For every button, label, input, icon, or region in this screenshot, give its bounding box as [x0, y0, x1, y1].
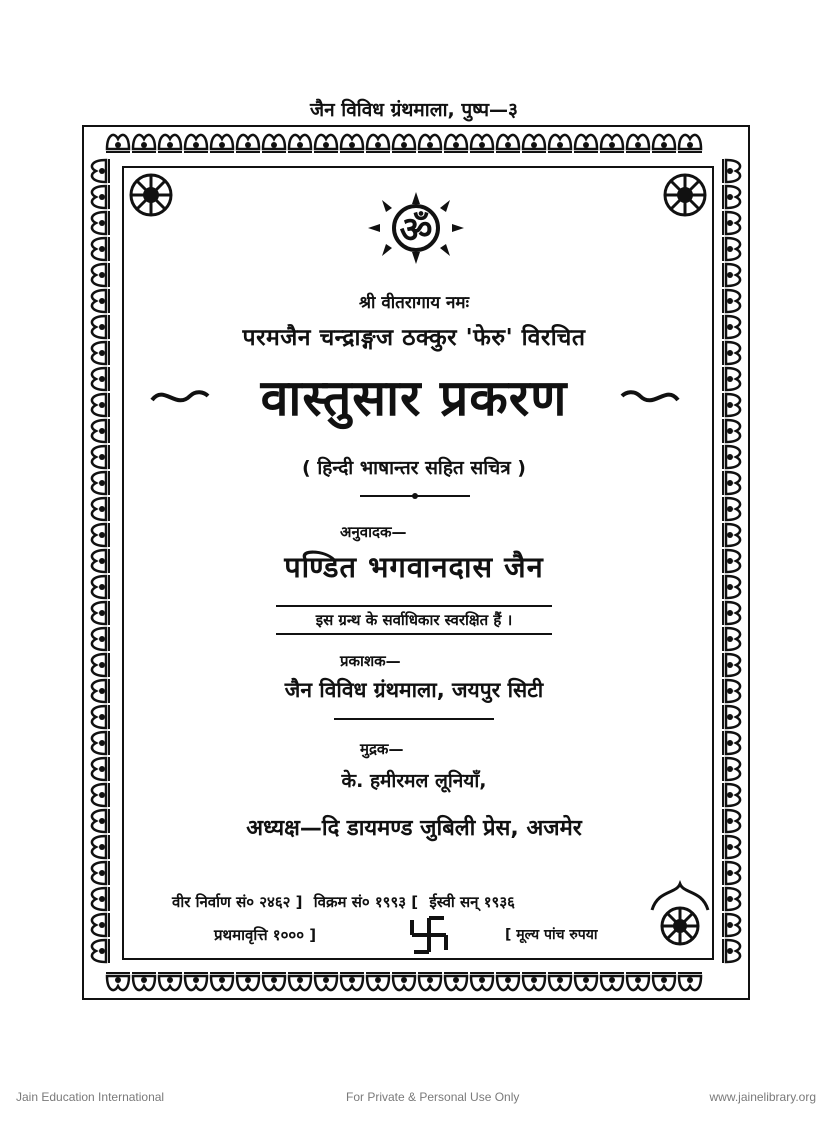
border-motif [92, 185, 109, 209]
border-motif [92, 497, 109, 521]
border-motif [723, 185, 740, 209]
border-motif [236, 135, 260, 152]
border-motif [92, 627, 109, 651]
border-motif [92, 913, 109, 937]
footer-link[interactable]: www.jainelibrary.org [709, 1090, 816, 1104]
edition-info: प्रथमावृत्ति १००० ] [214, 926, 317, 944]
printer-press: अध्यक्ष—दि डायमण्ड जुबिली प्रेस, अजमेर [246, 816, 582, 841]
border-motif [92, 887, 109, 911]
border-motif [522, 973, 546, 990]
border-motif [92, 211, 109, 235]
vir-nirvan-date: वीर निर्वाण सं० २४६२ ] [172, 893, 303, 911]
border-motif [548, 973, 572, 990]
border-motif [723, 523, 740, 547]
decorative-rule [360, 491, 470, 501]
border-motif [158, 135, 182, 152]
border-motif [444, 135, 468, 152]
border-motif [522, 135, 546, 152]
printer-label: मुद्रक— [360, 740, 404, 758]
border-motif [723, 237, 740, 261]
border-motif [723, 497, 740, 521]
translator-label: अनुवादक— [340, 523, 407, 541]
corner-rosette-top-left [126, 170, 176, 220]
border-motif [723, 705, 740, 729]
border-motif [723, 913, 740, 937]
border-motif [184, 135, 208, 152]
border-motif [600, 135, 624, 152]
dates-row [172, 892, 672, 912]
border-motif [723, 861, 740, 885]
border-motif [288, 135, 312, 152]
border-motif [92, 861, 109, 885]
border-motif [723, 939, 740, 963]
border-motif [210, 135, 234, 152]
border-motif [340, 135, 364, 152]
border-motif [106, 973, 130, 990]
border-motif [470, 135, 494, 152]
om-sun-emblem [368, 192, 464, 264]
border-motif [132, 135, 156, 152]
border-motif [366, 973, 390, 990]
vikram-date: विक्रम सं० १९९३ [ [313, 893, 419, 911]
border-motif [92, 939, 109, 963]
border-motif [496, 973, 520, 990]
border-motif [92, 159, 109, 183]
border-motif [418, 135, 442, 152]
border-motif [678, 973, 702, 990]
border-motif [288, 973, 312, 990]
border-motif [626, 973, 650, 990]
author-line: परमजैन चन्द्राङ्गज ठक्कुर 'फेरु' विरचित [242, 325, 586, 351]
subtitle: ( हिन्दी भाषान्तर सहित सचित्र ) [302, 457, 526, 479]
border-motif [158, 973, 182, 990]
border-motif [470, 973, 494, 990]
border-motif [652, 135, 676, 152]
translator-name: पण्डित भगवानदास जैन [284, 550, 544, 584]
border-motif [723, 601, 740, 625]
border-motif [418, 973, 442, 990]
border-motif [92, 601, 109, 625]
border-motif [262, 973, 286, 990]
corner-rosette-top-right [660, 170, 710, 220]
border-motif [132, 973, 156, 990]
border-motif [723, 653, 740, 677]
series-title: जैन विविध ग्रंथमाला, पुष्प—३ [310, 99, 518, 121]
swastika-icon [408, 914, 450, 956]
border-motif [723, 159, 740, 183]
border-motif [92, 731, 109, 755]
border-motif [444, 973, 468, 990]
border-motif [314, 973, 338, 990]
footer-left: Jain Education International [16, 1090, 165, 1104]
main-title: वास्तुसार प्रकरण [260, 369, 568, 427]
border-motif [314, 135, 338, 152]
border-motif [723, 211, 740, 235]
printer-name: के. हमीरमल लूनियाँ, [341, 770, 487, 792]
border-motif [723, 627, 740, 651]
border-motif [678, 135, 702, 152]
corner-rosette-bottom-right [648, 880, 712, 952]
border-motif [392, 973, 416, 990]
publisher-name: जैन विविध ग्रंथमाला, जयपुर सिटी [284, 678, 544, 702]
border-motif [210, 973, 234, 990]
border-motif [723, 731, 740, 755]
border-motif [92, 653, 109, 677]
om-glyph: ॐ [399, 210, 433, 251]
border-motif [92, 523, 109, 547]
copyright-notice: इस ग्रन्थ के सर्वाधिकार स्वरक्षित हैं । [276, 605, 552, 635]
border-motif [366, 135, 390, 152]
border-motif [548, 135, 572, 152]
isvi-date: ईस्वी सन् १९३६ [429, 893, 515, 911]
border-motif [262, 135, 286, 152]
publisher-label: प्रकाशक— [340, 652, 401, 670]
border-motif [723, 887, 740, 911]
price: [ मूल्य पांच रुपया [505, 927, 598, 943]
border-motif [574, 973, 598, 990]
border-motif [340, 973, 364, 990]
border-motif [392, 135, 416, 152]
border-motif [574, 135, 598, 152]
border-motif [652, 973, 676, 990]
border-motif [236, 973, 260, 990]
border-motif [92, 263, 109, 287]
divider [334, 718, 494, 720]
border-motif [600, 973, 624, 990]
border-motif [106, 135, 130, 152]
border-motif [92, 705, 109, 729]
border-motif [723, 263, 740, 287]
border-motif [626, 135, 650, 152]
border-motif [496, 135, 520, 152]
border-motif [92, 237, 109, 261]
invocation: श्री वीतरागाय नमः [358, 293, 470, 313]
footer-middle: For Private & Personal Use Only [346, 1090, 520, 1104]
border-motif [184, 973, 208, 990]
